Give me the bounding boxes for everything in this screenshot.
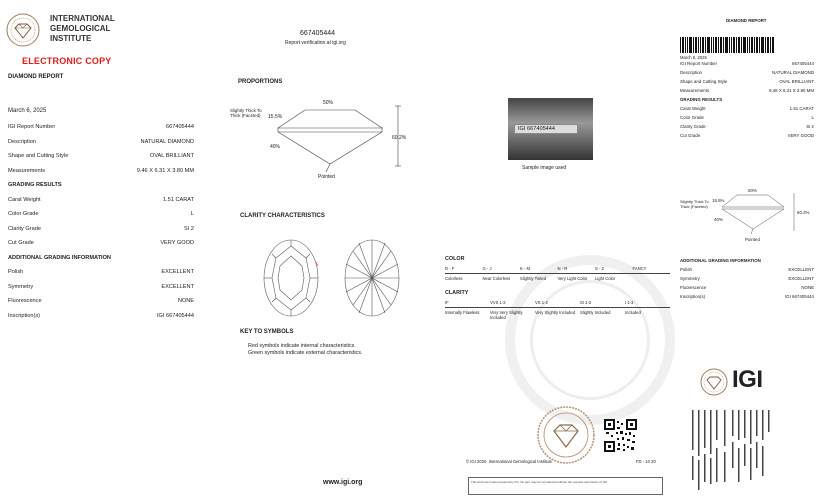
sample-image-caption: Sample image used [522, 165, 567, 171]
key-to-symbols-text: Red symbols indicate internal characteristics. Green symbols indicate external characteristics. [248, 343, 363, 356]
website-link[interactable]: www.igi.org [323, 479, 363, 486]
detail-row: IGI Report Number 667405444 [8, 124, 194, 131]
barcode-icon [680, 37, 774, 53]
stub-additional-row: Fluorescence NONE [680, 285, 814, 290]
igi-logo-seal-icon [700, 368, 728, 396]
stub-grading-row: Clarity Grade SI 2 [680, 124, 814, 129]
stub-grading-row: Carat Weight 1.51 CARAT [680, 106, 814, 111]
clarity-plot [258, 234, 408, 324]
stub-additional-row: Polish EXCELLENT [680, 267, 814, 272]
sample-inscription-image [508, 98, 593, 160]
sample-plate-text: IGI 667405444 [514, 124, 578, 134]
proportions-heading: PROPORTIONS [238, 79, 283, 85]
color-scale-line [445, 273, 670, 274]
stub-grading-row: Cut Grade VERY GOOD [680, 133, 814, 138]
stub-detail-row: Shape and Cutting Style OVAL BRILLIANT [680, 79, 814, 84]
additional-row: Inscription(s) IGI 667405444 [8, 312, 194, 319]
grading-row: Cut Grade VERY GOOD [8, 240, 194, 247]
report-title: DIAMOND REPORT [8, 74, 64, 80]
stub-table-percent: 50% [748, 188, 757, 193]
stub-grading-row: Color Grade L [680, 115, 814, 120]
stub-proportions-diagram [680, 185, 820, 245]
igi-hologram-seal-icon [536, 405, 596, 465]
stub-additional-row: Symmetry EXCELLENT [680, 276, 814, 281]
stub-additional-row: Inscription(s) IGI 667405444 [680, 294, 814, 299]
stub-grading-heading: GRADING RESULTS [680, 97, 723, 102]
form-code: FD - 10 20 [636, 459, 656, 464]
left-panel [0, 0, 204, 500]
clarity-scale-codes: IF VVS 1-2 VS 1-2 SI 1-2 I 1-3 [445, 300, 634, 305]
crown-percent: 15.5% [268, 114, 283, 120]
key-to-symbols-heading: KEY TO SYMBOLS [240, 329, 294, 335]
stub-depth-percent: 60.2% [797, 210, 810, 215]
pavilion-percent: 40% [270, 144, 281, 150]
grading-scales [445, 256, 670, 320]
report-details [8, 120, 194, 323]
clarity-scale-line [445, 307, 670, 308]
proportions-diagram [230, 92, 410, 184]
igi-logo-text: IGI [732, 366, 763, 393]
stub-pavilion-percent: 40% [714, 217, 723, 222]
culet-label: Pointed [318, 174, 335, 180]
stub-additional-heading: ADDITIONAL GRADING INFORMATION [680, 258, 761, 263]
stub-report-date: March 6, 2025 [680, 55, 707, 60]
report-date: March 6, 2025 [8, 108, 47, 114]
grading-row: Carat Weight 1.51 CARAT [8, 196, 194, 203]
color-scale-codes: D - F G - J K - M N - R S - Z FANCY [445, 266, 647, 271]
stub-detail-row: Description NATURAL DIAMOND [680, 70, 814, 75]
detail-row: Description NATURAL DIAMOND [8, 138, 194, 145]
fine-print-box: This document was prepared by IGI. No part may be reproduced without the express permission of IGI. [468, 477, 663, 495]
stub-detail-row: IGI Report Number 667405444 [680, 61, 814, 66]
table-percent: 50% [323, 100, 334, 106]
electronic-copy-label: ELECTRONIC COPY [22, 56, 112, 66]
color-scale-heading: COLOR [445, 256, 465, 262]
igi-seal-icon [6, 13, 40, 47]
stub-detail-row: Measurements 9.46 X 6.31 X 3.80 MM [680, 88, 814, 93]
stub-crown-percent: 15.5% [712, 198, 725, 203]
detail-row: Measurements 9.46 X 6.31 X 3.80 MM [8, 167, 194, 174]
stub-additional-info [680, 256, 814, 301]
grading-row: Color Grade L [8, 211, 194, 218]
additional-row: Symmetry EXCELLENT [8, 283, 194, 290]
stub-girdle-label: Slightly Thick To Thick (Faceted) [680, 199, 709, 209]
organization-name: INTERNATIONAL GEMOLOGICAL INSTITUTE [50, 14, 115, 43]
color-scale-names: Colorless Near Colorless Slightly Tinted Very Light Color Light Color [445, 276, 616, 281]
qr-code-icon[interactable] [604, 419, 637, 452]
girdle-label: Slightly Thick To Thick (Faceted) [230, 108, 262, 118]
clarity-characteristics-heading: CLARITY CHARACTERISTICS [240, 213, 325, 219]
additional-row: Fluorescence NONE [8, 298, 194, 305]
right-stub-panel [676, 0, 824, 500]
stub-report-details [680, 59, 814, 140]
stub-report-title: DIAMOND REPORT [726, 18, 767, 23]
grading-results-heading: GRADING RESULTS [8, 182, 62, 189]
copyright-notice: © IGI 2020. International Gemological Institute [466, 459, 552, 464]
stub-culet-label: Pointed [745, 237, 760, 242]
verification-link[interactable]: Report verification at igi.org [285, 40, 346, 46]
clarity-scale-names: Internally Flawless Very Very Slightly Included Very Slightly Included Slightly Included Included [445, 310, 641, 320]
report-number: 667405444 [300, 30, 336, 37]
depth-percent: 60.2% [392, 135, 407, 141]
additional-info-heading: ADDITIONAL GRADING INFORMATION [8, 254, 111, 261]
clarity-scale-heading: CLARITY [445, 290, 469, 296]
additional-row: Polish EXCELLENT [8, 269, 194, 276]
rotated-summary-text [688, 408, 776, 496]
grading-row: Clarity Grade SI 2 [8, 225, 194, 232]
detail-row: Shape and Cutting Style OVAL BRILLIANT [8, 153, 194, 160]
